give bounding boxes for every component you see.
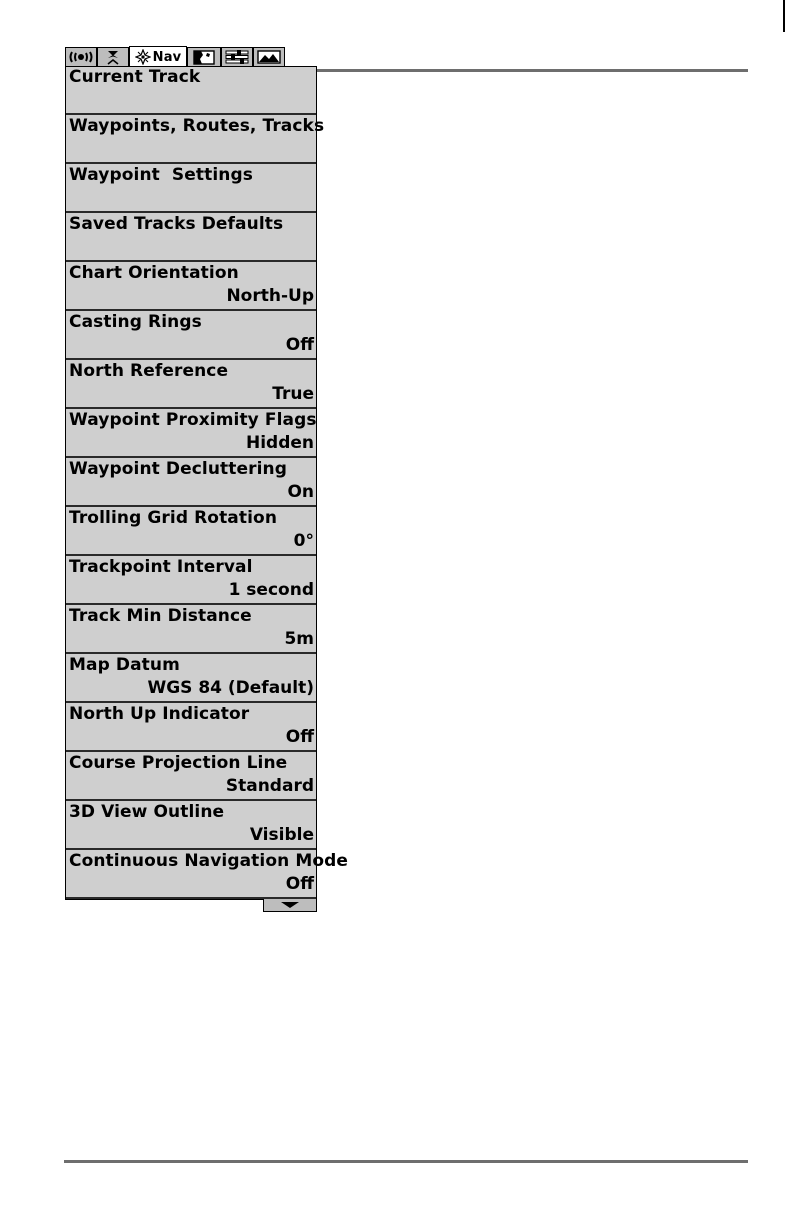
menu-item-course-projection-line[interactable] — [66, 753, 316, 801]
menu-item-value: WGS 84 (Default) — [147, 678, 314, 698]
menu-item-label: Waypoint Settings — [69, 165, 253, 185]
menu-item-trackpoint-interval[interactable] — [66, 557, 316, 605]
menu-item-value: Off — [285, 874, 314, 894]
menu-item-value: True — [272, 384, 314, 404]
scroll-down-button[interactable] — [263, 899, 317, 912]
menu-item-trolling-grid-rotation[interactable] — [66, 508, 316, 556]
menu-item-value: 1 second — [228, 580, 314, 600]
menu-item-casting-rings[interactable] — [66, 312, 316, 360]
chart-map-icon — [193, 50, 215, 65]
menu-item-track-min-distance[interactable] — [66, 606, 316, 654]
tab-chart[interactable] — [187, 47, 221, 66]
menu-item-waypoint-proximity-flags[interactable] — [66, 410, 316, 458]
menu-item-chart-orientation[interactable] — [66, 263, 316, 311]
menu-item-label: Trolling Grid Rotation — [69, 508, 278, 528]
tab-nav[interactable] — [129, 46, 187, 67]
menu-item-label: Course Projection Line — [69, 753, 288, 773]
menu-item-label: Current Track — [69, 67, 201, 87]
menu-item-waypoint-settings[interactable] — [66, 165, 316, 213]
menu-item-value: Off — [285, 727, 314, 747]
crop-mark — [783, 0, 785, 32]
setup-sliders-icon — [225, 50, 249, 64]
menu-item-north-reference[interactable] — [66, 361, 316, 409]
nav-menu-list — [65, 66, 349, 900]
menu-item-label: Waypoint Proximity Flags — [69, 410, 317, 430]
menu-item-value: 5m — [284, 629, 314, 649]
menu-item-label: Map Datum — [69, 655, 180, 675]
menu-item-3d-view-outline[interactable] — [66, 802, 316, 850]
menu-item-saved-tracks-defaults[interactable] — [66, 214, 316, 262]
nav-compass-icon — [135, 49, 151, 65]
sonar-icon — [69, 50, 93, 64]
menu-item-value: 0° — [293, 531, 314, 551]
menu-tab-bar — [65, 47, 317, 67]
tab-navigation[interactable] — [97, 47, 129, 66]
menu-item-label: Trackpoint Interval — [69, 557, 253, 577]
menu-item-value: North-Up — [226, 286, 314, 306]
tab-setup[interactable] — [221, 47, 253, 66]
tab-nav-label: Nav — [152, 49, 182, 65]
menu-item-label: Track Min Distance — [69, 606, 252, 626]
menu-item-waypoints-routes-tracks[interactable] — [66, 116, 325, 164]
menu-item-label: North Up Indicator — [69, 704, 250, 724]
tab-views[interactable] — [253, 47, 285, 66]
menu-item-value: Standard — [225, 776, 314, 796]
menu-item-label: Continuous Navigation Mode — [69, 851, 349, 871]
menu-item-label: Waypoint Decluttering — [69, 459, 288, 479]
menu-item-map-datum[interactable] — [66, 655, 316, 703]
menu-item-north-up-indicator[interactable] — [66, 704, 316, 752]
menu-item-continuous-navigation-mode[interactable] — [66, 851, 349, 899]
menu-item-label: Chart Orientation — [69, 263, 239, 283]
menu-item-label: Casting Rings — [69, 312, 202, 332]
scroll-down-arrow-icon — [280, 901, 300, 909]
menu-item-label: North Reference — [69, 361, 229, 381]
menu-item-current-track[interactable] — [66, 67, 316, 115]
menu-item-waypoint-decluttering[interactable] — [66, 459, 316, 507]
menu-item-value: Off — [285, 335, 314, 355]
navigation-arrow-icon — [106, 50, 120, 65]
menu-item-label: Waypoints, Routes, Tracks — [69, 116, 325, 136]
header-divider — [316, 69, 748, 72]
menu-item-label: Saved Tracks Defaults — [69, 214, 284, 234]
footer-divider — [64, 1160, 748, 1163]
menu-item-value: Visible — [249, 825, 314, 845]
views-icon — [257, 50, 281, 64]
menu-item-value: Hidden — [245, 433, 314, 453]
menu-item-label: 3D View Outline — [69, 802, 225, 822]
menu-item-value: On — [287, 482, 314, 502]
tab-sonar[interactable] — [65, 47, 97, 66]
